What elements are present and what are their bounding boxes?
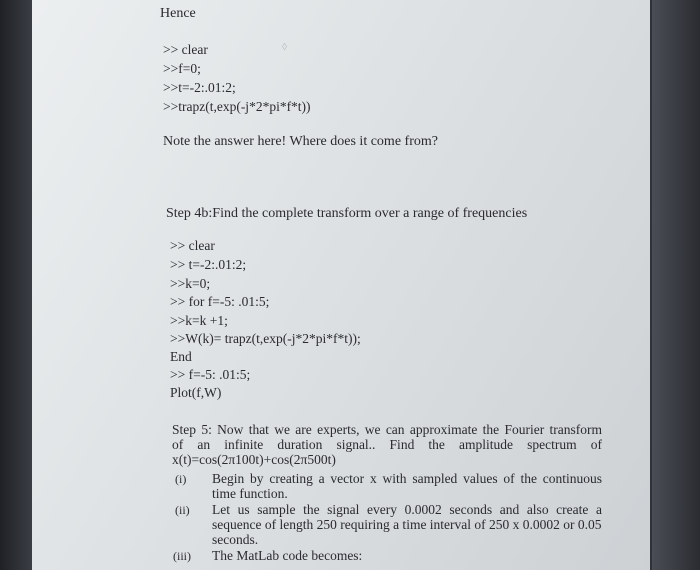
step5-line: Step 5: Now that we are experts, we can approximate the Fourier transform	[172, 422, 602, 437]
monitor-bezel-left	[0, 0, 32, 570]
code-line: >> t=-2:.01:2;	[170, 257, 247, 272]
code-line: End	[170, 349, 192, 364]
item-line: Let us sample the signal every 0.0002 seconds and also create a	[212, 502, 602, 517]
list-item	[212, 502, 602, 547]
code-line: >>trapz(t,exp(-j*2*pi*f*t))	[163, 99, 311, 114]
item-line: seconds.	[212, 532, 259, 547]
code-line: >> clear	[163, 42, 208, 57]
item-line: Begin by creating a vector x with sampled values of the continuous	[212, 471, 602, 486]
item-marker: (i)	[175, 472, 187, 486]
step5-line: x(t)=cos(2π100t)+cos(2π500t)	[172, 452, 336, 467]
code-line: >>f=0;	[163, 61, 201, 76]
code-line: >> clear	[170, 238, 215, 253]
item-line: sequence of length 250 requiring a time interval of 250 x 0.0002 or 0.05	[212, 517, 602, 532]
code-line: >>k=k +1;	[170, 313, 228, 328]
text-cursor-icon: ◊	[282, 42, 287, 53]
step4b-title: Step 4b:Find the complete transform over a range of frequencies	[166, 206, 528, 221]
code-line: >>t=-2:.01:2;	[163, 80, 236, 95]
note-text: Note the answer here! Where does it come from?	[163, 134, 438, 149]
step5-paragraph	[172, 422, 602, 467]
code-line: Plot(f,W)	[170, 385, 222, 400]
item-marker: (ii)	[175, 503, 190, 517]
list-item	[212, 548, 602, 563]
hence-heading: Hence	[160, 6, 196, 21]
item-line: The MatLab code becomes:	[212, 548, 363, 563]
code-line: >>W(k)= trapz(t,exp(-j*2*pi*f*t));	[170, 331, 361, 346]
document-page	[32, 0, 650, 570]
list-item	[212, 471, 602, 501]
monitor-bezel-right	[652, 0, 700, 570]
item-line: time function.	[212, 486, 288, 501]
item-marker: (iii)	[173, 549, 191, 563]
code-line: >>k=0;	[170, 276, 211, 291]
code-line: >> for f=-5: .01:5;	[170, 294, 270, 309]
step5-line: of an infinite duration signal.. Find the amplitude spectrum of	[172, 437, 602, 452]
code-line: >> f=-5: .01:5;	[170, 367, 251, 382]
